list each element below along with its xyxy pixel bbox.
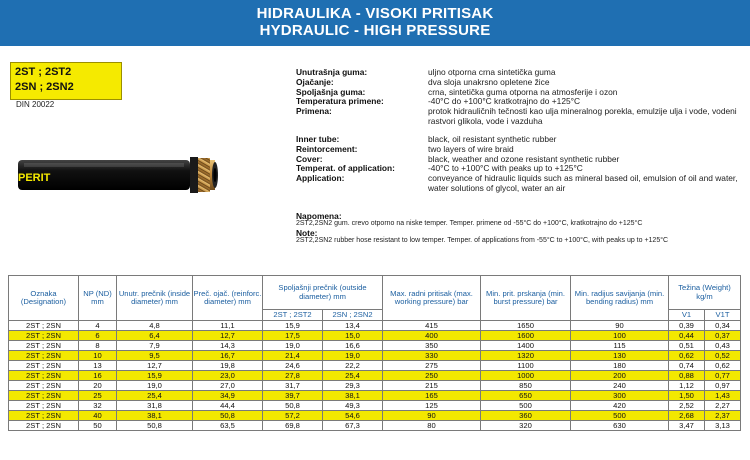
spec-row	[296, 107, 738, 127]
table-cell: 1650	[481, 321, 571, 331]
table-cell: 50,8	[193, 411, 263, 421]
table-cell: 3,13	[705, 421, 741, 431]
table-cell: 0,34	[705, 321, 741, 331]
table-body	[9, 321, 741, 431]
table-cell: 300	[571, 391, 669, 401]
table-cell: 17,5	[263, 331, 323, 341]
table-cell: 20	[79, 381, 117, 391]
spec-value: -40°C to +100°C with peaks up to +125°C	[428, 163, 583, 174]
col-header-working-pressure: Max. radni pritisak (max. working pressure) bar	[383, 276, 481, 321]
table-cell: 16	[79, 371, 117, 381]
table-cell: 2ST ; 2SN	[9, 381, 79, 391]
table-cell: 240	[571, 381, 669, 391]
product-designation-box	[10, 62, 122, 100]
note-title-sr: Napomena:	[296, 211, 342, 221]
table-cell: 180	[571, 361, 669, 371]
table-row	[9, 421, 741, 431]
table-cell: 215	[383, 381, 481, 391]
table-cell: 2ST ; 2SN	[9, 421, 79, 431]
note-text-en: 2ST2,2SN2 rubber hose resistant to low temper. Temper. of applications from -55°C to +100°C, with peaks up to +125°C	[296, 237, 669, 245]
col-header-inner-diameter: Unutr. prečnik (inside diameter) mm	[117, 276, 193, 321]
table-row	[9, 371, 741, 381]
col-header-burst-pressure: Min. prit. prskanja (min. burst pressure) bar	[481, 276, 571, 321]
table-cell: 400	[383, 331, 481, 341]
table-cell: 12,7	[193, 331, 263, 341]
table-cell: 100	[571, 331, 669, 341]
table-cell: 2,52	[669, 401, 705, 411]
table-cell: 16,7	[193, 351, 263, 361]
table-cell: 2ST ; 2SN	[9, 411, 79, 421]
table-cell: 8	[79, 341, 117, 351]
table-cell: 10	[79, 351, 117, 361]
table-cell: 19,8	[193, 361, 263, 371]
spec-value: conveyance of hidraulic liquids such as mineral based oil, emulsion of oil and water, water solutions of glycol, water an air	[428, 173, 738, 193]
table-cell: 19,0	[263, 341, 323, 351]
table-cell: 1,12	[669, 381, 705, 391]
table-cell: 2ST ; 2SN	[9, 361, 79, 371]
table-row	[9, 331, 741, 341]
table-row	[9, 361, 741, 371]
spec-value: two layers of wire braid	[428, 143, 514, 154]
table-cell: 0,74	[669, 361, 705, 371]
page-title-sr: HIDRAULIKA - VISOKI PRITISAK	[256, 5, 494, 22]
table-cell: 500	[571, 411, 669, 421]
table-row	[9, 391, 741, 401]
table-cell: 350	[383, 341, 481, 351]
table-cell: 40	[79, 411, 117, 421]
table-cell: 9,5	[117, 351, 193, 361]
table-cell: 200	[571, 371, 669, 381]
spec-label: Unutrašnja guma:	[296, 67, 368, 77]
table-cell: 4	[79, 321, 117, 331]
table-cell: 0,62	[669, 351, 705, 361]
table-cell: 15,9	[117, 371, 193, 381]
table-cell: 19,0	[117, 381, 193, 391]
table-cell: 29,3	[323, 381, 383, 391]
table-cell: 54,6	[323, 411, 383, 421]
table-cell: 1600	[481, 331, 571, 341]
table-cell: 2ST ; 2SN	[9, 331, 79, 341]
table-row	[9, 401, 741, 411]
table-cell: 1000	[481, 371, 571, 381]
table-cell: 2,68	[669, 411, 705, 421]
table-cell: 50	[79, 421, 117, 431]
table-cell: 2ST ; 2SN	[9, 341, 79, 351]
table-cell: 13,4	[323, 321, 383, 331]
table-cell: 330	[383, 351, 481, 361]
table-cell: 6,4	[117, 331, 193, 341]
spec-value: protok hidrauličnih tečnosti kao ulja mineralnog porekla, emulzije ulja i vode, vodeni rastvori glikola, vode i vazduha	[428, 106, 737, 126]
table-cell: 0,39	[669, 321, 705, 331]
spec-label: Spoljašnja guma:	[296, 86, 366, 97]
table-cell: 420	[571, 401, 669, 411]
col-header-weight: Težina (Weight) kg/m	[669, 276, 741, 310]
note-title-en: Note:	[296, 227, 318, 238]
table-cell: 67,3	[323, 421, 383, 431]
table-cell: 39,7	[263, 391, 323, 401]
page-header	[0, 0, 750, 46]
table-cell: 21,4	[263, 351, 323, 361]
spec-row	[296, 174, 738, 194]
table-cell: 4,8	[117, 321, 193, 331]
table-cell: 32	[79, 401, 117, 411]
table-cell: 15,9	[263, 321, 323, 331]
hose-image	[18, 150, 218, 206]
table-cell: 1100	[481, 361, 571, 371]
table-cell: 125	[383, 401, 481, 411]
table-cell: 31,7	[263, 381, 323, 391]
table-cell: 360	[481, 411, 571, 421]
spec-label: Reintorcement:	[296, 143, 358, 154]
table-cell: 0,88	[669, 371, 705, 381]
table-row	[9, 381, 741, 391]
table-cell: 3,47	[669, 421, 705, 431]
spec-value: -40°C do +100°C kratkotrajno do +125°C	[428, 96, 581, 107]
col-subheader-2sn: 2SN ; 2SN2	[323, 310, 383, 321]
table-cell: 850	[481, 381, 571, 391]
spec-label: Temperatura primene:	[296, 96, 384, 107]
hose-brand-mark: PERIT	[18, 172, 51, 184]
table-cell: 1320	[481, 351, 571, 361]
table-cell: 50,8	[263, 401, 323, 411]
table-cell: 0,97	[705, 381, 741, 391]
col-subheader-v1: V1	[669, 310, 705, 321]
table-cell: 57,2	[263, 411, 323, 421]
table-cell: 38,1	[117, 411, 193, 421]
table-cell: 49,3	[323, 401, 383, 411]
specs-english	[296, 135, 738, 194]
col-header-outside-diameter: Spoljašnji prečnik (outside diameter) mm	[263, 276, 383, 310]
col-header-bending-radius: Min. radijus savijanja (min. bending radius) mm	[571, 276, 669, 321]
table-cell: 6	[79, 331, 117, 341]
table-cell: 31,8	[117, 401, 193, 411]
table-cell: 69,8	[263, 421, 323, 431]
spec-label: Cover:	[296, 153, 323, 164]
table-cell: 24,6	[263, 361, 323, 371]
table-cell: 34,9	[193, 391, 263, 401]
table-cell: 2ST ; 2SN	[9, 321, 79, 331]
spec-value: crna, sintetička guma otporna na atmosferije i ozon	[428, 86, 618, 97]
table-cell: 11,1	[193, 321, 263, 331]
table-cell: 2ST ; 2SN	[9, 371, 79, 381]
table-cell: 1400	[481, 341, 571, 351]
table-cell: 0,44	[669, 331, 705, 341]
spec-value: dva sloja unakrsno opletene žice	[428, 76, 550, 87]
table-cell: 13	[79, 361, 117, 371]
table-cell: 63,5	[193, 421, 263, 431]
table-cell: 25,4	[323, 371, 383, 381]
table-row	[9, 321, 741, 331]
spec-label: Primena:	[296, 106, 332, 117]
page-title-en: HYDRAULIC - HIGH PRESSURE	[259, 22, 491, 39]
spec-label: Temperat. of application:	[296, 163, 395, 174]
table-row	[9, 341, 741, 351]
table-row	[9, 351, 741, 361]
table-cell: 0,62	[705, 361, 741, 371]
table-cell: 650	[481, 391, 571, 401]
table-cell: 44,4	[193, 401, 263, 411]
table-cell: 23,0	[193, 371, 263, 381]
table-cell: 38,1	[323, 391, 383, 401]
table-cell: 90	[571, 321, 669, 331]
col-header-designation: Oznaka (Designation)	[9, 276, 79, 321]
table-cell: 7,9	[117, 341, 193, 351]
table-cell: 2,37	[705, 411, 741, 421]
spec-label: Ojačanje:	[296, 76, 334, 87]
table-cell: 115	[571, 341, 669, 351]
table-cell: 500	[481, 401, 571, 411]
table-cell: 0,37	[705, 331, 741, 341]
table-cell: 320	[481, 421, 571, 431]
table-cell: 2ST ; 2SN	[9, 391, 79, 401]
table-cell: 80	[383, 421, 481, 431]
standard-label: DIN 20022	[16, 100, 55, 109]
spec-value: uljno otporna crna sintetička guma	[428, 67, 556, 77]
table-cell: 415	[383, 321, 481, 331]
table-cell: 0,52	[705, 351, 741, 361]
col-header-np: NP (ND) mm	[79, 276, 117, 321]
col-subheader-2st: 2ST ; 2ST2	[263, 310, 323, 321]
table-cell: 250	[383, 371, 481, 381]
table-cell: 275	[383, 361, 481, 371]
table-cell: 1,50	[669, 391, 705, 401]
table-cell: 16,6	[323, 341, 383, 351]
table-cell: 2ST ; 2SN	[9, 351, 79, 361]
table-cell: 12,7	[117, 361, 193, 371]
col-header-reinforcement-diameter: Preč. ojač. (reinforc. diameter) mm	[193, 276, 263, 321]
table-cell: 0,51	[669, 341, 705, 351]
table-cell: 0,77	[705, 371, 741, 381]
spec-value: black, weather and ozone resistant synthetic rubber	[428, 153, 620, 164]
table-cell: 15,0	[323, 331, 383, 341]
table-cell: 2,27	[705, 401, 741, 411]
specs-serbian	[296, 68, 738, 127]
spec-row	[296, 135, 738, 145]
col-subheader-v1t: V1T	[705, 310, 741, 321]
table-cell: 22,2	[323, 361, 383, 371]
table-cell: 130	[571, 351, 669, 361]
table-cell: 0,43	[705, 341, 741, 351]
spec-label: Inner tube:	[296, 134, 340, 144]
table-cell: 50,8	[117, 421, 193, 431]
table-cell: 14,3	[193, 341, 263, 351]
table-cell: 27,0	[193, 381, 263, 391]
table-cell: 2ST ; 2SN	[9, 401, 79, 411]
product-line-1: 2ST ; 2ST2	[15, 66, 72, 78]
table-cell: 25,4	[117, 391, 193, 401]
table-cell: 27,8	[263, 371, 323, 381]
note-text-sr: 2ST2,2SN2 gum. crevo otporno na niske temper. Temper. primene od -55°C do +100°C, kratkotrajno do +125°C	[296, 220, 643, 228]
table-cell: 90	[383, 411, 481, 421]
table-row	[9, 411, 741, 421]
table-cell: 165	[383, 391, 481, 401]
product-line-2: 2SN ; 2SN2	[15, 81, 74, 93]
table-cell: 1,43	[705, 391, 741, 401]
table-cell: 25	[79, 391, 117, 401]
table-cell: 630	[571, 421, 669, 431]
hose-spec-table	[8, 275, 741, 431]
spec-label: Application:	[296, 173, 345, 184]
notes-block	[296, 212, 676, 246]
spec-value: black, oil resistant synthetic rubber	[428, 134, 557, 144]
table-cell: 19,0	[323, 351, 383, 361]
